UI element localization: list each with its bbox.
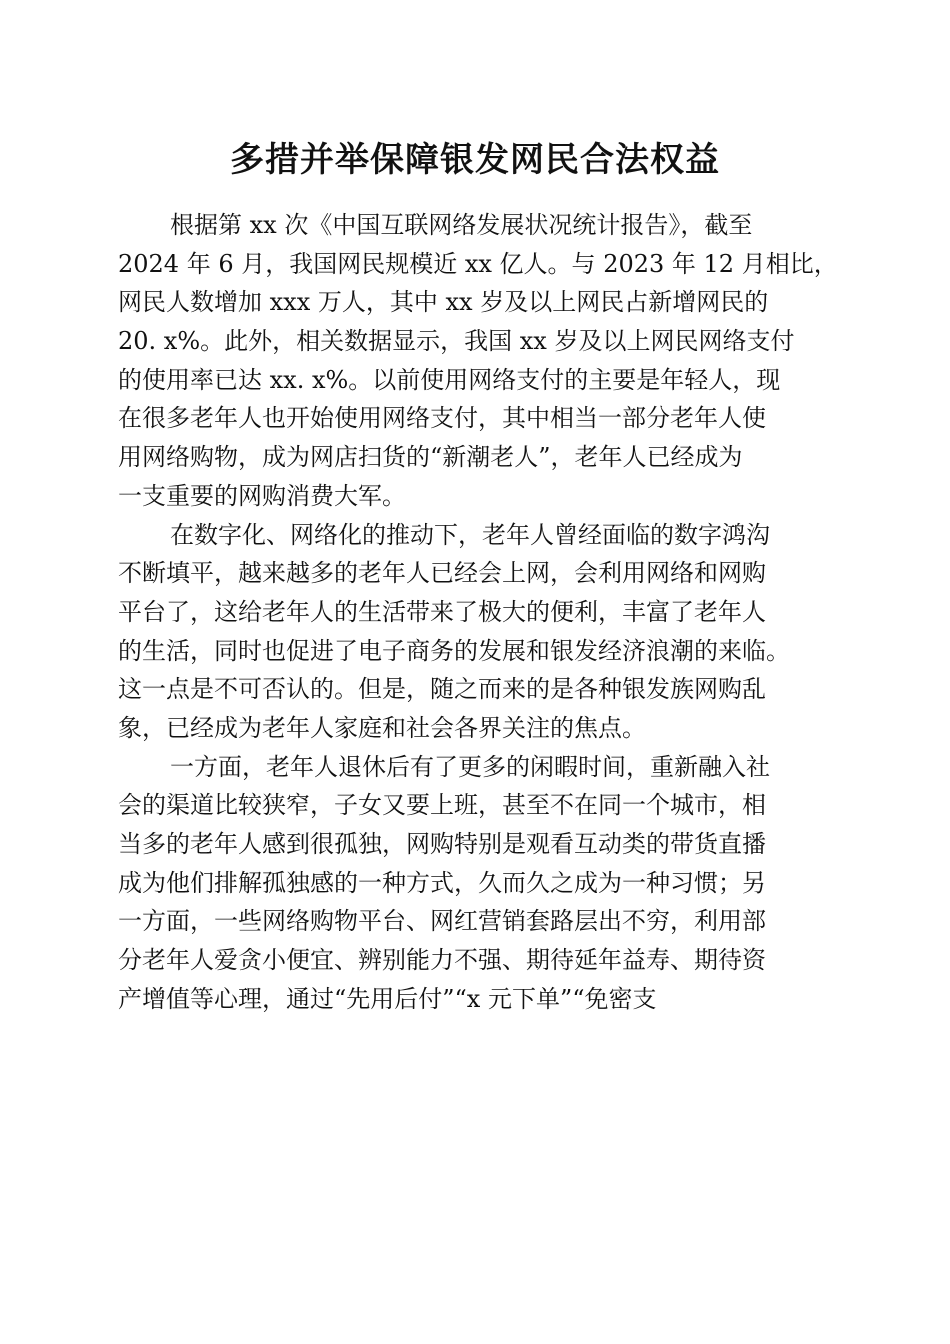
text-line: 平台了，这给老年人的生活带来了极大的便利，丰富了老年人 xyxy=(118,597,766,626)
document-body xyxy=(118,206,838,1018)
text-line: 的使用率已达 xx. x%。以前使用网络支付的主要是年轻人，现 xyxy=(118,365,781,394)
text-line: 成为他们排解孤独感的一种方式，久而久之成为一种习惯；另 xyxy=(118,868,766,897)
text-line: 象，已经成为老年人家庭和社会各界关注的焦点。 xyxy=(118,713,646,742)
text-line: 20. x%。此外，相关数据显示，我国 xx 岁及以上网民网络支付 xyxy=(118,327,795,356)
text-line: 一支重要的网购消费大军。 xyxy=(118,481,406,510)
paragraph-1 xyxy=(118,206,838,516)
paragraph-3 xyxy=(118,748,838,1019)
text-line: 用网络购物，成为网店扫货的“新潮老人”，老年人已经成为 xyxy=(118,443,743,472)
text-line: 这一点是不可否认的。但是，随之而来的是各种银发族网购乱 xyxy=(118,675,766,704)
text-line: 2024 年 6 月，我国网民规模近 xx 亿人。与 2023 年 12 月相比， xyxy=(118,249,838,278)
text-line: 一方面，老年人退休后有了更多的闲暇时间，重新融入社 xyxy=(170,752,770,781)
text-line: 不断填平，越来越多的老年人已经会上网，会利用网络和网购 xyxy=(118,559,766,588)
text-line: 产增值等心理，通过“先用后付”“x 元下单”“免密支 xyxy=(118,984,657,1013)
text-line: 当多的老年人感到很孤独，网购特别是观看互动类的带货直播 xyxy=(118,830,766,858)
text-line: 一方面，一些网络购物平台、网红营销套路层出不穷，利用部 xyxy=(118,907,766,936)
text-line: 在很多老年人也开始使用网络支付，其中相当一部分老年人使 xyxy=(118,404,766,433)
paragraph-2 xyxy=(118,516,838,748)
text-line: 会的渠道比较狭窄，子女又要上班，甚至不在同一个城市，相 xyxy=(118,791,766,820)
text-line: 分老年人爱贪小便宜、辨别能力不强、期待延年益寿、期待资 xyxy=(118,946,766,975)
text-line: 根据第 xx 次《中国互联网络发展状况统计报告》，截至 xyxy=(170,211,753,239)
text-line: 的生活，同时也促进了电子商务的发展和银发经济浪潮的来临。 xyxy=(118,636,790,665)
text-line: 网民人数增加 xxx 万人，其中 xx 岁及以上网民占新增网民的 xyxy=(118,288,769,317)
text-line: 在数字化、网络化的推动下，老年人曾经面临的数字鸿沟 xyxy=(170,520,770,549)
document-title: 多措并举保障银发网民合法权益 xyxy=(230,140,720,180)
